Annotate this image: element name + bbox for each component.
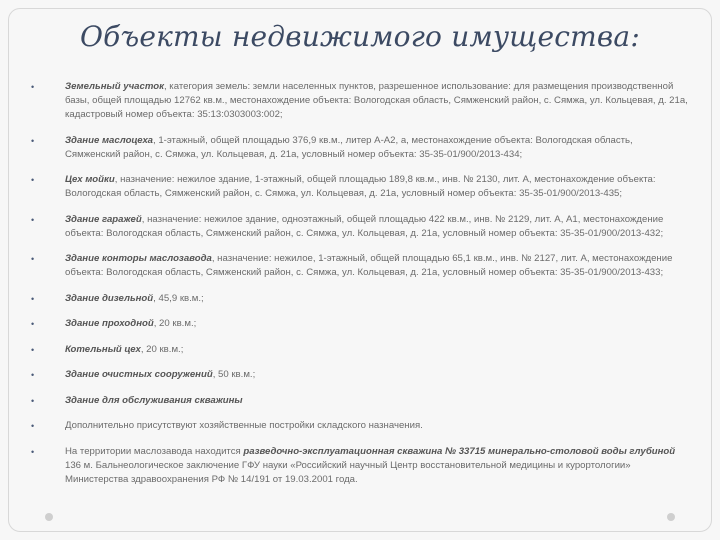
item-lead: Здание дизельной <box>65 292 154 304</box>
item-lead: Здание конторы маслозавода <box>65 253 212 264</box>
item-lead: Здание гаражей <box>65 213 142 225</box>
item-lead: Здание для обслуживания скважины <box>65 394 243 406</box>
bullet-icon: • <box>31 446 35 457</box>
item-text: , 45,9 кв.м.; <box>153 292 204 304</box>
bullet-icon: • <box>31 395 35 406</box>
item-text: , категория земель: земли населенных пунктов, разрешенное использование: для размещения производственной базы, общей площадью 12762 кв.м., местонахождение объекта: Вологодская область, Сямженский район, с. Сямжа, ул. Кольцевая, д. 21а, кадастровый номер объекта: 35:13:0303003:002; <box>65 81 688 120</box>
decorative-dot-right <box>667 513 675 521</box>
item-lead: Здание проходной <box>65 318 154 329</box>
item-lead: разведочно-эксплуатационная скважина № 33715 минерально-столовой воды глубиной <box>243 445 676 457</box>
list-item <box>30 173 690 201</box>
item-lead: Земельный участок <box>65 81 164 92</box>
item-lead: Цех мойки <box>65 174 115 185</box>
slide-title: Объекты недвижимого имущества: <box>80 20 640 53</box>
list-item <box>30 445 690 487</box>
item-text: , 20 кв.м.; <box>140 343 184 355</box>
list-item <box>30 343 690 357</box>
item-lead: Котельный цех <box>65 343 141 355</box>
list-item <box>30 134 690 162</box>
bullet-icon: • <box>31 82 35 92</box>
item-text: , назначение: нежилое, 1-этажный, общей площадью 65,1 кв.м., инв. № 2127, лит. А, местонахождение объекта: Вологодская область, Сямженский район, с. Сямжа, ул. Кольцевая, д. 21а, условный номер объекта: 35-35-01/900/2013-433; <box>65 253 673 278</box>
item-text: На территории маслозавода находится <box>65 445 244 457</box>
bullet-icon: • <box>31 319 35 329</box>
list-item <box>30 419 690 433</box>
property-list <box>30 80 690 498</box>
item-lead: Здание маслоцеха <box>65 134 154 146</box>
list-item <box>30 292 690 306</box>
bullet-icon: • <box>31 135 35 146</box>
bullet-icon: • <box>31 254 35 264</box>
item-lead: Здание очистных сооружений <box>65 369 213 380</box>
list-item <box>30 317 690 331</box>
item-text: Дополнительно присутствуют хозяйственные постройки складского назначения. <box>65 420 423 431</box>
bullet-icon: • <box>31 293 35 304</box>
item-text: , 1-этажный, общей площадью 376,9 кв.м., литер А-А2, а, местонахождение объекта: Вологодская область, Сямженский район, с. Сямжа, ул. Кольцевая, д. 21а, условный номер объекта: 35-35-01/900/2013-434; <box>65 134 633 160</box>
item-text: 136 м. Бальнеологическое заключение ГФУ науки «Российский научный Центр восстановительной медицины и курортологии» Министерства здравоохранения РФ № 14/191 от 19.03.2001 года. <box>65 459 631 485</box>
list-item <box>30 368 690 382</box>
bullet-icon: • <box>31 175 35 185</box>
bullet-icon: • <box>31 214 35 225</box>
bullet-icon: • <box>31 421 35 431</box>
bullet-icon: • <box>31 344 35 355</box>
bullet-icon: • <box>31 370 35 380</box>
list-item <box>30 252 690 280</box>
list-item <box>30 80 690 122</box>
item-text: , назначение: нежилое здание, 1-этажный, общей площадью 189,8 кв.м., инв. № 2130, лит. А, местонахождение объекта: Вологодская область, Сямженский район, с. Сямжа, ул. Кольцевая, д. 21а, условный номер объекта: 35-35-01/900/2013-435; <box>65 174 656 199</box>
list-item <box>30 213 690 241</box>
item-text: , назначение: нежилое здание, одноэтажный, общей площадью 422 кв.м., инв. № 2129, лит. А, А1, местонахождение объекта: Вологодская область, Сямженский район, с. Сямжа, ул. Кольцевая, д. 21а, условный номер объекта: 35-35-01/900/2013-432; <box>65 213 664 239</box>
list-item <box>30 394 690 408</box>
item-text: , 50 кв.м.; <box>212 369 256 380</box>
item-text: , 20 кв.м.; <box>153 318 197 329</box>
decorative-dot-left <box>45 513 53 521</box>
